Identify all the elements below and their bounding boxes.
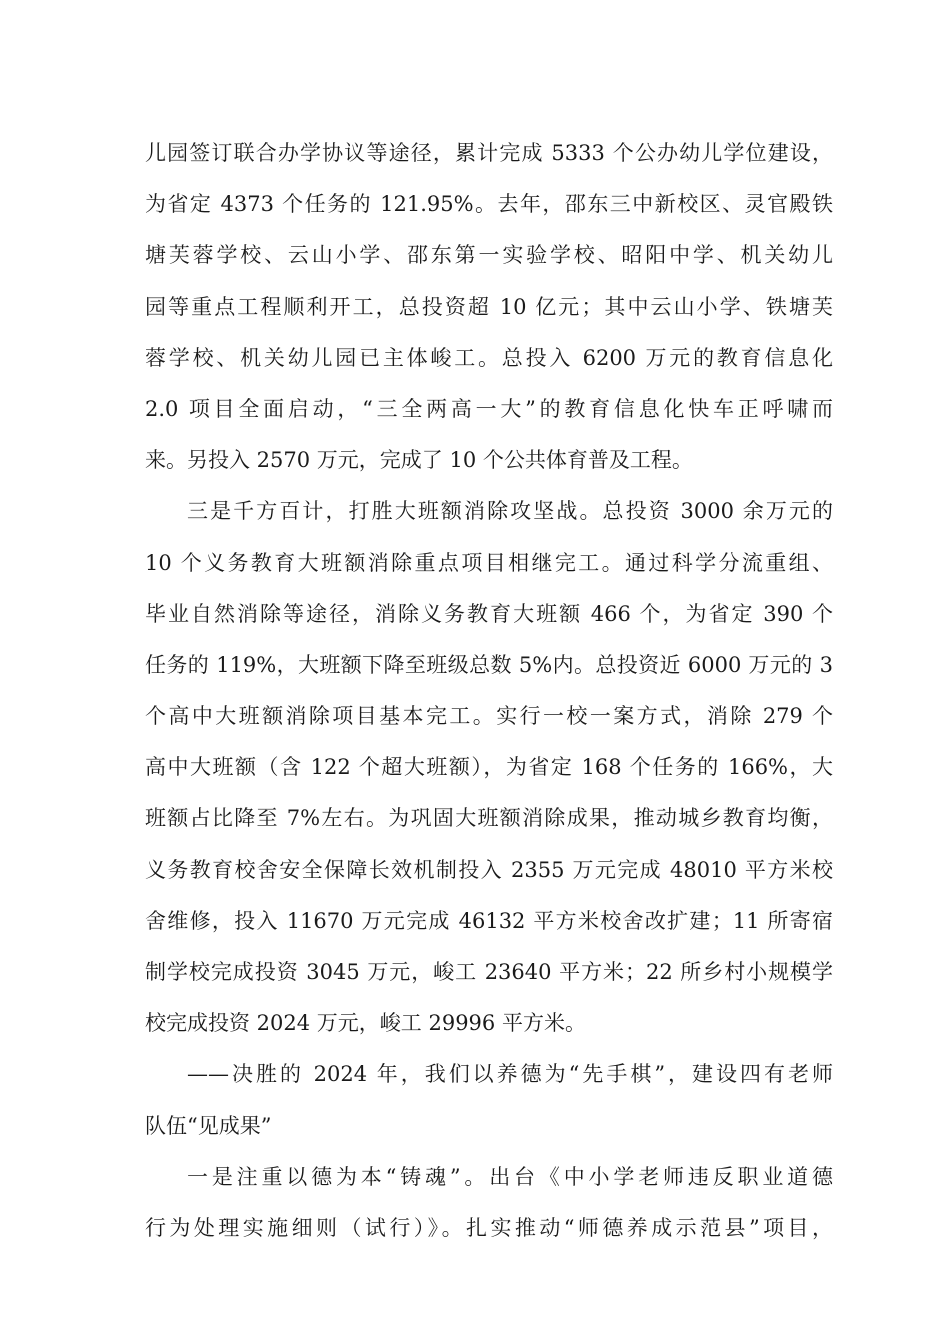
text-line: 2.0 项目全面启动，“三全两高一大”的教育信息化快车正呼啸而 <box>145 396 833 421</box>
document-body <box>145 128 833 1254</box>
text-line: 园等重点工程顺利开工，总投资超 10 亿元；其中云山小学、铁塘芙 <box>145 294 833 319</box>
text-line: 班额占比降至 7%左右。为巩固大班额消除成果，推动城乡教育均衡， <box>145 806 833 831</box>
paragraph-section-heading-2024 <box>145 1049 833 1151</box>
text-line: 塘芙蓉学校、云山小学、邵东第一实验学校、昭阳中学、机关幼儿 <box>145 243 833 268</box>
text-line: 个高中大班额消除项目基本完工。实行一校一案方式，消除 279 个 <box>145 704 833 729</box>
paragraph-large-class-elimination <box>145 486 833 1049</box>
text-line: 毕业自然消除等途径，消除义务教育大班额 466 个，为省定 390 个 <box>145 601 833 626</box>
text-line: 制学校完成投资 3045 万元，峻工 23640 平方米；22 所乡村小规模学 <box>145 960 833 984</box>
text-line: 为省定 4373 个任务的 121.95%。去年，邵东三中新校区、灵官殿铁 <box>145 192 833 217</box>
text-line: 舍维修，投入 11670 万元完成 46132 平方米校舍改扩建；11 所寄宿 <box>145 908 833 933</box>
text-line: 儿园签订联合办学协议等途径，累计完成 5333 个公办幼儿学位建设， <box>145 141 833 165</box>
text-line: 一是注重以德为本“铸魂”。出台《中小学老师违反职业道德 <box>187 1164 833 1189</box>
paragraph-preschool-construction <box>145 128 833 486</box>
text-line: 三是千方百计，打胜大班额消除攻坚战。总投资 3000 余万元的 <box>187 499 833 524</box>
text-line: 任务的 119%，大班额下降至班级总数 5%内。总投资近 6000 万元的 3 <box>145 652 833 677</box>
text-line: 来。另投入 2570 万元，完成了 10 个公共体育普及工程。 <box>145 448 693 473</box>
text-line: 蓉学校、机关幼儿园已主体峻工。总投入 6200 万元的教育信息化 <box>145 345 833 370</box>
text-line: 义务教育校舍安全保障长效机制投入 2355 万元完成 48010 平方米校 <box>145 857 833 882</box>
text-line: 行为处理实施细则（试行）》。扎实推动“师德养成示范县”项目， <box>145 1215 833 1240</box>
text-line: 队伍“见成果” <box>145 1113 272 1138</box>
paragraph-teacher-ethics <box>145 1152 833 1254</box>
text-line: ——决胜的 2024 年，我们以养德为“先手棋”，建设四有老师 <box>187 1062 833 1087</box>
text-line: 校完成投资 2024 万元，峻工 29996 平方米。 <box>145 1011 586 1036</box>
text-line: 10 个义务教育大班额消除重点项目相继完工。通过科学分流重组、 <box>145 550 833 575</box>
text-line: 高中大班额（含 122 个超大班额），为省定 168 个任务的 166%，大 <box>145 755 833 780</box>
